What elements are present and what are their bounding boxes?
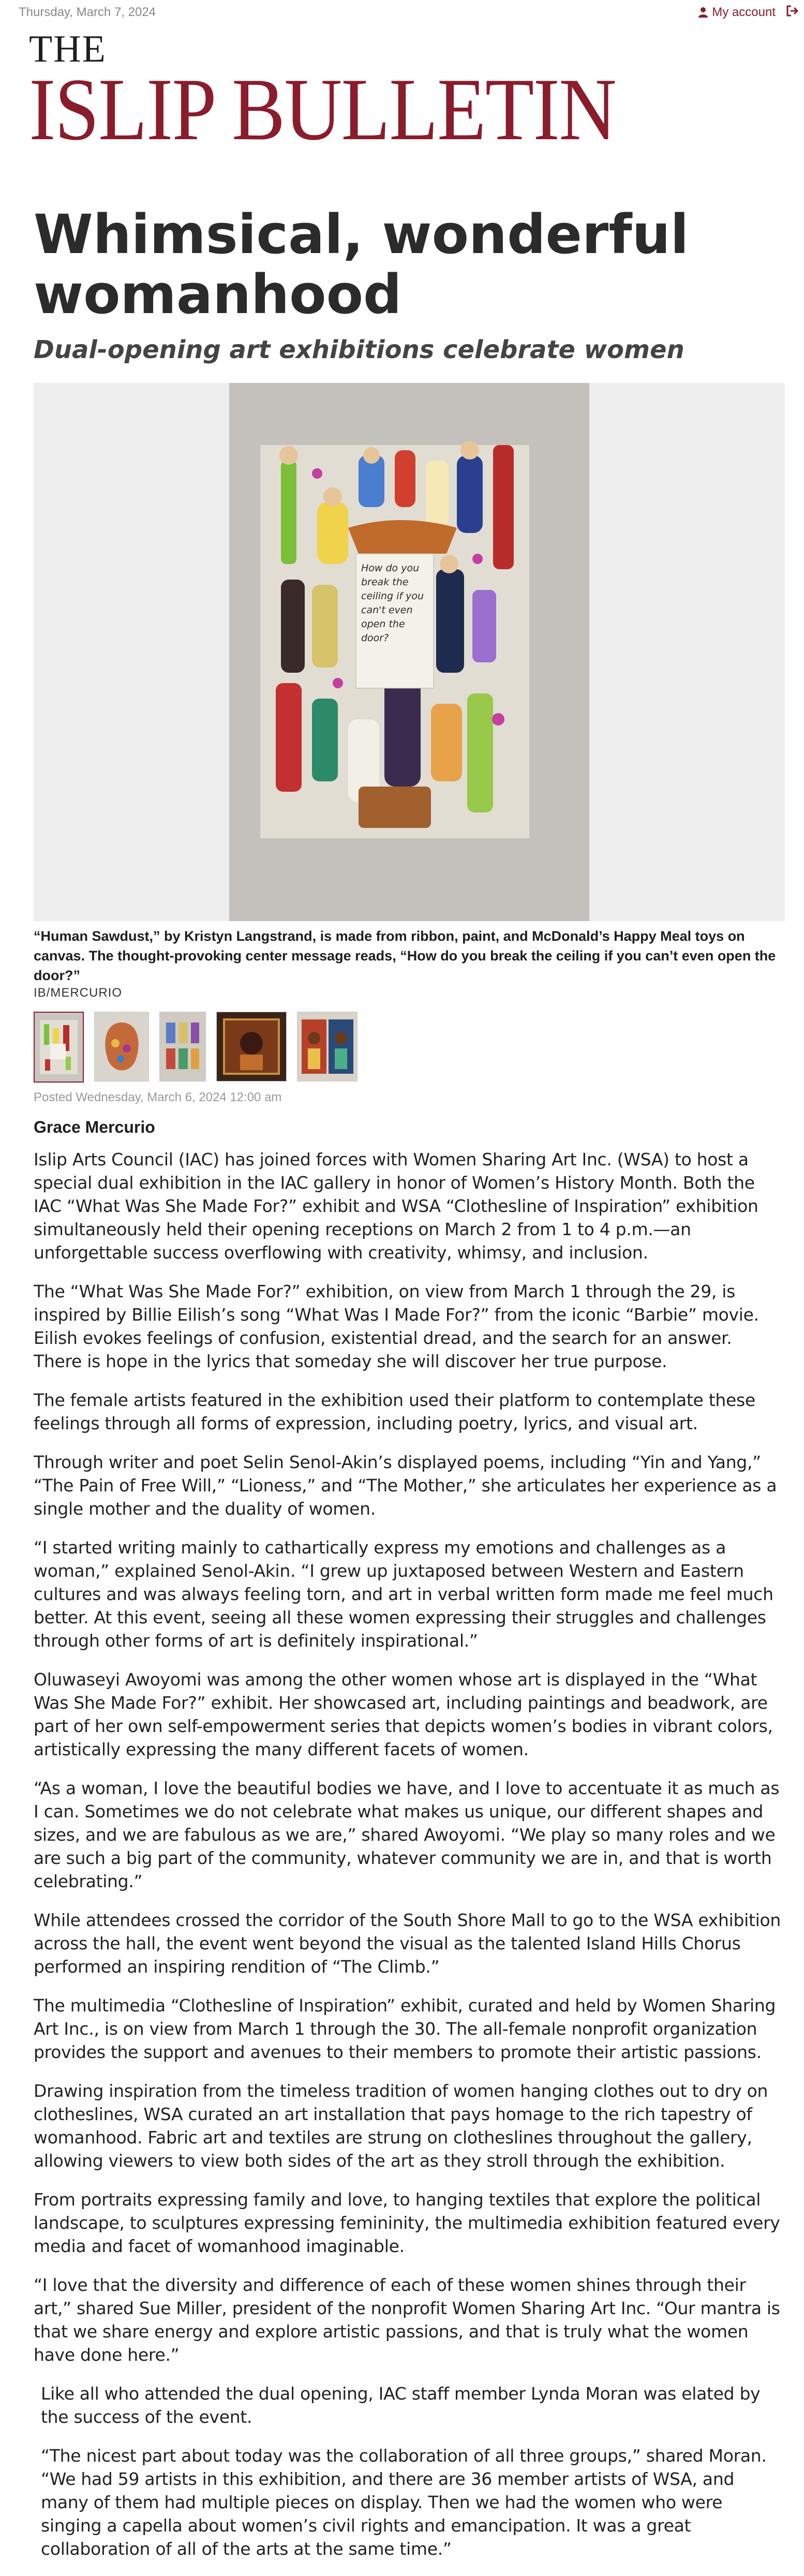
top-bar (0, 0, 804, 27)
thumbnail-1[interactable] (34, 1012, 84, 1083)
thumbnail-4[interactable] (216, 1012, 287, 1082)
my-account-link[interactable] (698, 5, 776, 20)
artwork-photo (229, 383, 589, 921)
masthead-name: ISLIP BULLETIN (29, 61, 616, 159)
masthead-the: THE (29, 28, 107, 70)
article-paragraph: From portraits expressing family and love, to hanging textiles that explore the political landscape, to sculptures expressing femininity, the multimedia exhibition featured every media and facet of womanhood imaginable. (34, 2189, 780, 2256)
article-paragraph: “I love that the diversity and difference of each of these women shines through their art,” shared Sue Miller, president of the nonprofit Women Sharing Art Inc. “Our mantra is that we share energy and explore artistic passions, and that is truly what the women have done here.” (34, 2275, 780, 2365)
logout-button[interactable] (786, 5, 799, 20)
article-paragraph: Oluwaseyi Awoyomi was among the other women whose art is displayed in the “What Was She Made For?” exhibit. Her showcased art, including paintings and beadwork, are part of her own self-empowerment series that depicts women’s bodies in vibrant colors, artistically expressing the many different facets of women. (34, 1669, 773, 1759)
article-paragraph: “The nicest part about today was the collaboration of all three groups,” shared Moran. “We had 59 artists in this exhibition, and there are 36 member artists of WSA, and many of them had multiple pieces on display. Then we had the women who were singing a capella about women’s civil rights and emancipation. It was a great collaboration of all of the arts at the same time.” (41, 2446, 767, 2559)
article-paragraph: “As a woman, I love the beautiful bodies we have, and I love to accentuate it as much as I can. Sometimes we do not celebrate what makes us unique, our different shapes and sizes, and we are fabulous as we are,” shared Awoyomi. “We play so many roles and we are such a big part of the community, whatever community we are in, and that is worth celebrating.” (34, 1778, 780, 1891)
author-byline[interactable]: Grace Mercurio (34, 1118, 155, 1136)
photo-thumbnails (34, 1012, 358, 1082)
photo-caption: “Human Sawdust,” by Kristyn Langstrand, is made from ribbon, paint, and McDonald’s Happy Meal toys on canvas. The thought-provoking center message reads, “How do you break the ceiling if you can’t even open the door?” (34, 928, 776, 983)
current-date: Thursday, March 7, 2024 (19, 5, 156, 19)
article-paragraph: While attendees crossed the corridor of the South Shore Mall to go to the WSA exhibition across the hall, the event went beyond the visual as the talented Island Hills Chorus performed an inspiring rendition of “The Climb.” (34, 1910, 781, 1977)
article-body (34, 1148, 784, 2576)
article-paragraph: The “What Was She Made For?” exhibition, on view from March 1 through the 29, is inspired by Billie Eilish’s song “What Was I Made For?” from the iconic “Barbie” movie. Eilish evokes feelings of confusion, existential dread, and the search for an answer. There is hope in the lyrics that someday she will discover her true purpose. (34, 1281, 759, 1371)
article-paragraph: Like all who attended the dual opening, IAC staff member Lynda Moran was elated by the success of the event. (41, 2383, 761, 2427)
logout-icon (786, 5, 799, 17)
article-headline: Whimsical, wonderful womanhood (34, 203, 689, 326)
article-paragraph: Through writer and poet Selin Senol-Akin’s displayed poems, including “Yin and Yang,” “The Pain of Free Will,” “Lioness,” and “The Mother,” she articulates her experience as a single mother and the duality of women. (34, 1452, 777, 1519)
thumbnail-2[interactable] (94, 1012, 149, 1082)
hero-photo[interactable] (34, 383, 785, 921)
article-paragraph: “I started writing mainly to cathartically express my emotions and challenges as a woman,” explained Senol-Akin. “I grew up juxtaposed between Western and Eastern cultures and was always feeling torn, and art in verbal written form made me feel much better. At this event, seeing all these women expressing their struggles and challenges through other forms of art is definitely inspirational.” (34, 1537, 773, 1651)
artwork-message: How do you break the ceiling if you can't even open the door? (361, 562, 424, 644)
article-paragraph: Islip Arts Council (IAC) has joined forces with Women Sharing Art Inc. (WSA) to host a special dual exhibition in the IAC gallery in honor of Women’s History Month. Both the IAC “What Was She Made For?” exhibit and WSA “Clothesline of Inspiration” exhibition simultaneously held their opening receptions on March 2 from 1 to 4 p.m.—an unforgettable success overflowing with creativity, whimsy, and inclusion. (34, 1149, 758, 1263)
photo-credit: IB/MERCURIO (34, 986, 123, 1000)
masthead-logo[interactable] (29, 28, 702, 159)
thumbnail-3[interactable] (159, 1012, 206, 1082)
article-paragraph: The multimedia “Clothesline of Inspiration” exhibit, curated and held by Women Sharing Art Inc., is on view from March 1 through the 30. The all-female nonprofit organization provides the support and avenues to their members to promote their artistic passions. (34, 1995, 776, 2062)
article-paragraph: The female artists featured in the exhibition used their platform to contemplate these feelings through all forms of expression, including poetry, lyrics, and visual art. (34, 1390, 755, 1433)
article-subhead: Dual-opening art exhibitions celebrate women (34, 335, 684, 364)
posted-date: Posted Wednesday, March 6, 2024 12:00 am (34, 1090, 282, 1104)
my-account-label: My account (712, 5, 776, 19)
thumbnail-5[interactable] (297, 1012, 358, 1082)
article-paragraph: Drawing inspiration from the timeless tradition of women hanging clothes out to dry on clotheslines, WSA curated an art installation that pays homage to the rich tapestry of womanhood. Fabric art and textiles are strung on clotheslines throughout the gallery, allowing viewers to view both sides of the art as they stroll through the exhibition. (34, 2081, 768, 2171)
user-icon (698, 7, 708, 18)
